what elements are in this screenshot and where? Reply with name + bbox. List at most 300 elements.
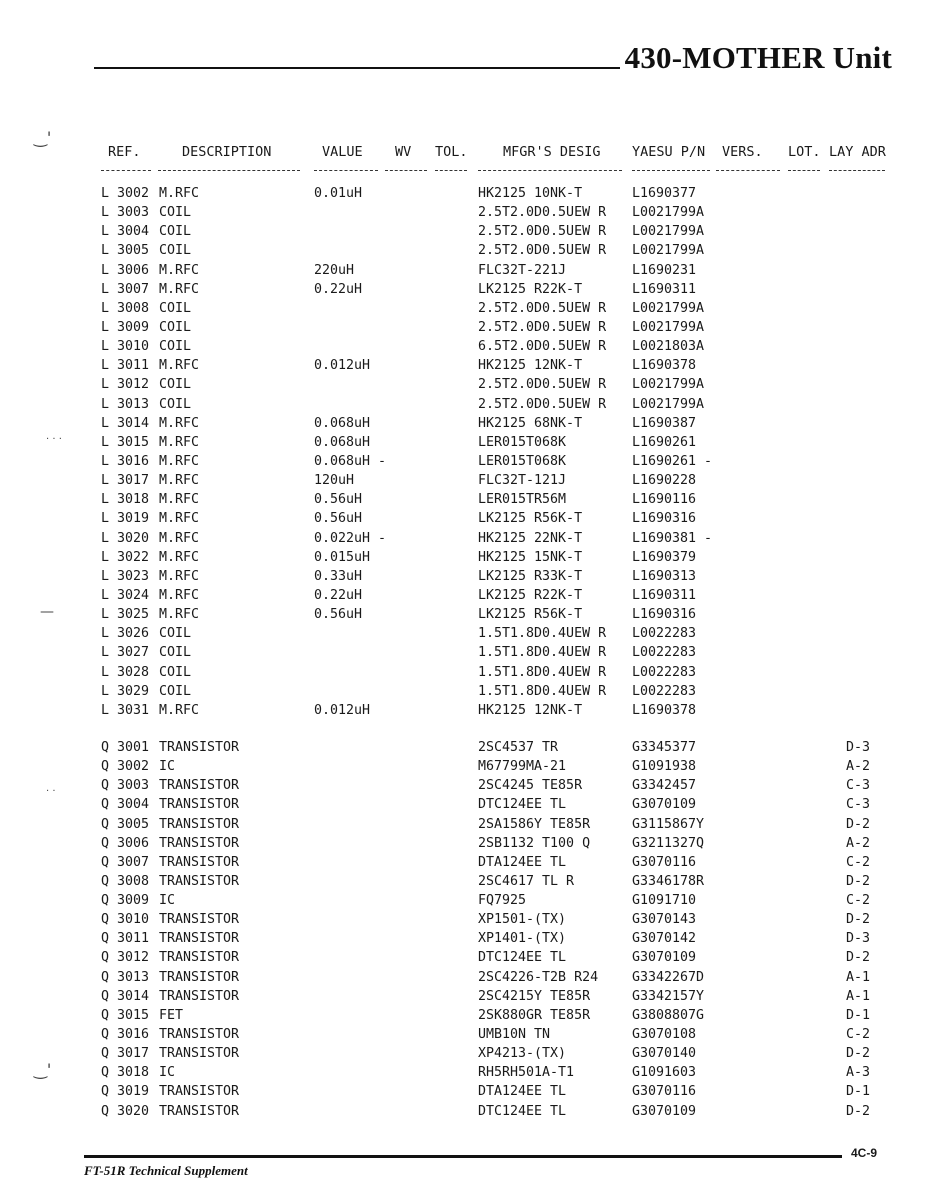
- cell-ref: L 3009: [101, 319, 150, 335]
- cell-ref: L 3026: [101, 626, 150, 642]
- cell-mfgr: 2SC4245 TE85R: [478, 778, 583, 794]
- cell-value: 0.56uH: [314, 607, 363, 623]
- cell-pn: G1091710: [632, 893, 697, 909]
- cell-ref: Q 3007: [101, 854, 150, 870]
- col-yaesu-pn: YAESU P/N: [632, 144, 706, 160]
- cell-lay: C-2: [846, 854, 871, 870]
- cell-desc: M.RFC: [159, 511, 200, 527]
- table-row: [0, 586, 926, 605]
- table-row: [0, 1063, 926, 1082]
- cell-lay: A-3: [846, 1065, 871, 1081]
- cell-ref: Q 3002: [101, 759, 150, 775]
- table-row: [0, 203, 926, 222]
- cell-mfgr: DTC124EE TL: [478, 950, 567, 966]
- cell-pn: L1690228: [632, 473, 697, 489]
- cell-mfgr: 2SC4537 TR: [478, 739, 559, 755]
- page-title: 430-MOTHER Unit: [624, 40, 892, 75]
- cell-desc: M.RFC: [159, 607, 200, 623]
- group-spacer: [0, 720, 926, 738]
- table-row: [0, 605, 926, 624]
- cell-pn: G3070109: [632, 950, 697, 966]
- cell-mfgr: HK2125 12NK-T: [478, 358, 583, 374]
- cell-value: 0.56uH: [314, 492, 363, 508]
- cell-value: 0.012uH: [314, 358, 371, 374]
- cell-ref: L 3019: [101, 511, 150, 527]
- table-row: [0, 776, 926, 795]
- cell-desc: TRANSISTOR: [159, 912, 240, 928]
- cell-pn: G3342267D: [632, 969, 705, 985]
- cell-desc: TRANSISTOR: [159, 873, 240, 889]
- cell-desc: COIL: [159, 645, 192, 661]
- binding-mark-top: ‿': [34, 128, 52, 147]
- table-row: [0, 490, 926, 509]
- cell-mfgr: LER015T068K: [478, 453, 567, 469]
- cell-value: 0.22uH: [314, 587, 363, 603]
- col-vers: VERS.: [722, 144, 763, 160]
- table-row: [0, 452, 926, 471]
- cell-desc: M.RFC: [159, 492, 200, 508]
- cell-desc: TRANSISTOR: [159, 988, 240, 1004]
- cell-desc: M.RFC: [159, 434, 200, 450]
- cell-desc: TRANSISTOR: [159, 778, 240, 794]
- cell-mfgr: 2.5T2.0D0.5UEW R: [478, 300, 607, 316]
- cell-mfgr: DTA124EE TL: [478, 1084, 567, 1100]
- cell-ref: Q 3019: [101, 1084, 150, 1100]
- cell-pn: L1690377: [632, 186, 697, 201]
- cell-desc: IC: [159, 1065, 176, 1081]
- cell-ref: Q 3016: [101, 1027, 150, 1043]
- cell-ref: Q 3004: [101, 797, 150, 813]
- cell-desc: TRANSISTOR: [159, 1084, 240, 1100]
- cell-mfgr: DTC124EE TL: [478, 797, 567, 813]
- cell-mfgr: 2SK880GR TE85R: [478, 1007, 591, 1023]
- col-wv: WV: [395, 144, 412, 160]
- cell-pn: G3342157Y: [632, 988, 705, 1004]
- col-tol: TOL.: [435, 144, 468, 160]
- cell-lay: D-1: [846, 1007, 871, 1023]
- table-row: [0, 375, 926, 394]
- cell-ref: L 3024: [101, 587, 150, 603]
- document-title: FT-51R Technical Supplement: [84, 1163, 248, 1178]
- cell-pn: G3115867Y: [632, 816, 705, 832]
- cell-lay: D-2: [846, 950, 871, 966]
- table-row: [0, 299, 926, 318]
- cell-ref: Q 3018: [101, 1065, 150, 1081]
- cell-pn: L1690316: [632, 511, 697, 527]
- cell-desc: TRANSISTOR: [159, 739, 240, 755]
- cell-pn: L0021803A: [632, 339, 705, 355]
- cell-desc: COIL: [159, 377, 192, 393]
- cell-lay: D-2: [846, 912, 871, 928]
- cell-desc: M.RFC: [159, 453, 200, 469]
- cell-desc: COIL: [159, 319, 192, 335]
- cell-pn: L1690311: [632, 587, 697, 603]
- table-row: [0, 395, 926, 414]
- cell-desc: M.RFC: [159, 568, 200, 584]
- cell-mfgr: 2SC4617 TL R: [478, 873, 575, 889]
- cell-ref: L 3015: [101, 434, 150, 450]
- cell-pn: G3342457: [632, 778, 697, 794]
- cell-pn: G3346178R: [632, 873, 705, 889]
- cell-pn: L1690316: [632, 607, 697, 623]
- cell-pn: L1690261: [632, 434, 697, 450]
- cell-mfgr: LK2125 R22K-T: [478, 281, 583, 297]
- cell-pn: G3070116: [632, 1084, 697, 1100]
- table-row: [0, 433, 926, 452]
- cell-desc: COIL: [159, 396, 192, 412]
- cell-pn: G3070108: [632, 1027, 697, 1043]
- cell-ref: Q 3013: [101, 969, 150, 985]
- table-row: [0, 834, 926, 853]
- cell-ref: L 3011: [101, 358, 150, 374]
- cell-pn: L0021799A: [632, 396, 705, 412]
- cell-desc: M.RFC: [159, 702, 200, 718]
- cell-desc: COIL: [159, 243, 192, 259]
- table-row: [0, 529, 926, 548]
- cell-mfgr: 2.5T2.0D0.5UEW R: [478, 396, 607, 412]
- cell-pn: L1690261 -: [632, 453, 713, 469]
- cell-pn: L1690313: [632, 568, 697, 584]
- cell-desc: TRANSISTOR: [159, 1046, 240, 1062]
- table-row: [0, 222, 926, 241]
- cell-ref: Q 3011: [101, 931, 150, 947]
- cell-mfgr: 6.5T2.0D0.5UEW R: [478, 339, 607, 355]
- cell-ref: Q 3017: [101, 1046, 150, 1062]
- cell-ref: L 3031: [101, 702, 150, 718]
- cell-pn: G1091938: [632, 759, 697, 775]
- cell-ref: L 3027: [101, 645, 150, 661]
- cell-pn: L1690381 -: [632, 530, 713, 546]
- cell-ref: Q 3005: [101, 816, 150, 832]
- cell-pn: L0021799A: [632, 205, 705, 221]
- col-ref: REF.: [108, 144, 141, 160]
- cell-ref: L 3012: [101, 377, 150, 393]
- cell-mfgr: 2SC4215Y TE85R: [478, 988, 591, 1004]
- cell-mfgr: 1.5T1.8D0.4UEW R: [478, 626, 607, 642]
- cell-mfgr: HK2125 10NK-T: [478, 186, 583, 201]
- cell-value: 0.068uH -: [314, 453, 387, 469]
- cell-mfgr: 1.5T1.8D0.4UEW R: [478, 645, 607, 661]
- cell-desc: M.RFC: [159, 587, 200, 603]
- cell-ref: L 3028: [101, 664, 150, 680]
- cell-ref: Q 3010: [101, 912, 150, 928]
- cell-mfgr: HK2125 15NK-T: [478, 549, 583, 565]
- cell-pn: G3070109: [632, 797, 697, 813]
- cell-mfgr: 2SC4226-T2B R24: [478, 969, 599, 985]
- cell-mfgr: 2SA1586Y TE85R: [478, 816, 591, 832]
- cell-desc: M.RFC: [159, 358, 200, 374]
- cell-desc: IC: [159, 759, 176, 775]
- cell-desc: TRANSISTOR: [159, 1103, 240, 1119]
- parts-table: [0, 184, 926, 1121]
- cell-pn: G1091603: [632, 1065, 697, 1081]
- cell-mfgr: M67799MA-21: [478, 759, 567, 775]
- col-mfgr: MFGR'S DESIG: [503, 144, 601, 160]
- cell-desc: M.RFC: [159, 186, 200, 201]
- cell-lay: D-3: [846, 739, 871, 755]
- table-row: [0, 643, 926, 662]
- cell-mfgr: RH5RH501A-T1: [478, 1065, 575, 1081]
- cell-pn: L0021799A: [632, 300, 705, 316]
- table-row: [0, 872, 926, 891]
- cell-ref: L 3023: [101, 568, 150, 584]
- cell-ref: L 3003: [101, 205, 150, 221]
- table-row: [0, 1082, 926, 1101]
- cell-mfgr: 1.5T1.8D0.4UEW R: [478, 683, 607, 699]
- cell-ref: Q 3001: [101, 739, 150, 755]
- table-row: [0, 663, 926, 682]
- table-row: [0, 891, 926, 910]
- cell-lay: D-3: [846, 931, 871, 947]
- cell-mfgr: 2.5T2.0D0.5UEW R: [478, 205, 607, 221]
- cell-pn: G3070142: [632, 931, 697, 947]
- cell-value: 120uH: [314, 473, 355, 489]
- cell-desc: TRANSISTOR: [159, 835, 240, 851]
- cell-lay: A-2: [846, 759, 871, 775]
- table-row: [0, 1006, 926, 1025]
- col-value: VALUE: [322, 144, 363, 160]
- cell-lay: A-1: [846, 988, 871, 1004]
- cell-mfgr: 1.5T1.8D0.4UEW R: [478, 664, 607, 680]
- cell-pn: G3070109: [632, 1103, 697, 1119]
- table-row: [0, 567, 926, 586]
- cell-pn: L1690311: [632, 281, 697, 297]
- cell-desc: COIL: [159, 300, 192, 316]
- cell-desc: M.RFC: [159, 549, 200, 565]
- cell-value: 0.022uH -: [314, 530, 387, 546]
- cell-ref: L 3010: [101, 339, 150, 355]
- cell-desc: COIL: [159, 339, 192, 355]
- cell-mfgr: 2.5T2.0D0.5UEW R: [478, 319, 607, 335]
- cell-mfgr: FLC32T-121J: [478, 473, 567, 489]
- cell-ref: L 3029: [101, 683, 150, 699]
- cell-mfgr: 2.5T2.0D0.5UEW R: [478, 224, 607, 240]
- binding-mark-bottom: ‿': [34, 1060, 52, 1079]
- table-row: [0, 624, 926, 643]
- cell-mfgr: LK2125 R22K-T: [478, 587, 583, 603]
- table-row: [0, 280, 926, 299]
- cell-value: 0.068uH: [314, 415, 371, 431]
- cell-ref: L 3005: [101, 243, 150, 259]
- cell-pn: L1690378: [632, 702, 697, 718]
- table-row: [0, 337, 926, 356]
- cell-value: 0.33uH: [314, 568, 363, 584]
- cell-lay: D-2: [846, 1103, 871, 1119]
- cell-ref: Q 3012: [101, 950, 150, 966]
- cell-ref: Q 3003: [101, 778, 150, 794]
- cell-desc: COIL: [159, 224, 192, 240]
- cell-mfgr: XP1501-(TX): [478, 912, 567, 928]
- cell-desc: FET: [159, 1007, 184, 1023]
- table-row: [0, 548, 926, 567]
- cell-ref: L 3008: [101, 300, 150, 316]
- cell-ref: L 3007: [101, 281, 150, 297]
- cell-pn: L1690231: [632, 262, 697, 278]
- cell-desc: M.RFC: [159, 262, 200, 278]
- table-row: [0, 241, 926, 260]
- cell-lay: A-2: [846, 835, 871, 851]
- table-row: [0, 968, 926, 987]
- table-row: [0, 261, 926, 280]
- cell-mfgr: UMB10N TN: [478, 1027, 551, 1043]
- cell-mfgr: LER015TR56M: [478, 492, 567, 508]
- header-rule: [94, 67, 620, 69]
- cell-ref: Q 3006: [101, 835, 150, 851]
- cell-lay: C-3: [846, 778, 871, 794]
- cell-desc: TRANSISTOR: [159, 931, 240, 947]
- cell-desc: COIL: [159, 664, 192, 680]
- cell-mfgr: LK2125 R56K-T: [478, 607, 583, 623]
- cell-mfgr: LK2125 R56K-T: [478, 511, 583, 527]
- cell-value: 0.068uH: [314, 434, 371, 450]
- cell-mfgr: 2.5T2.0D0.5UEW R: [478, 377, 607, 393]
- cell-desc: COIL: [159, 205, 192, 221]
- cell-pn: G3070116: [632, 854, 697, 870]
- cell-pn: L0021799A: [632, 243, 705, 259]
- cell-lay: D-2: [846, 816, 871, 832]
- table-row: [0, 1102, 926, 1121]
- binding-mark-dash: —: [40, 604, 54, 620]
- cell-ref: L 3017: [101, 473, 150, 489]
- cell-desc: M.RFC: [159, 415, 200, 431]
- cell-lay: D-1: [846, 1084, 871, 1100]
- cell-mfgr: HK2125 68NK-T: [478, 415, 583, 431]
- cell-value: 0.01uH: [314, 186, 363, 201]
- cell-lay: D-2: [846, 873, 871, 889]
- cell-ref: Q 3015: [101, 1007, 150, 1023]
- table-row: [0, 682, 926, 701]
- cell-pn: G3345377: [632, 739, 697, 755]
- table-row: [0, 356, 926, 375]
- cell-mfgr: XP1401-(TX): [478, 931, 567, 947]
- cell-desc: TRANSISTOR: [159, 854, 240, 870]
- cell-value: 0.012uH: [314, 702, 371, 718]
- table-row: [0, 948, 926, 967]
- cell-value: 0.22uH: [314, 281, 363, 297]
- cell-ref: Q 3020: [101, 1103, 150, 1119]
- cell-ref: L 3016: [101, 453, 150, 469]
- table-row: [0, 471, 926, 490]
- cell-lay: C-3: [846, 797, 871, 813]
- cell-pn: L1690379: [632, 549, 697, 565]
- cell-ref: Q 3014: [101, 988, 150, 1004]
- cell-ref: L 3022: [101, 549, 150, 565]
- cell-mfgr: DTA124EE TL: [478, 854, 567, 870]
- cell-pn: L0022283: [632, 645, 697, 661]
- col-description: DESCRIPTION: [182, 144, 272, 160]
- binding-mark-dots: · · ·: [46, 434, 62, 445]
- page-number: 4C-9: [851, 1146, 878, 1160]
- cell-desc: TRANSISTOR: [159, 816, 240, 832]
- cell-mfgr: FLC32T-221J: [478, 262, 567, 278]
- table-row: [0, 509, 926, 528]
- cell-ref: L 3002: [101, 186, 150, 201]
- cell-pn: L0022283: [632, 626, 697, 642]
- cell-ref: L 3013: [101, 396, 150, 412]
- cell-mfgr: LER015T068K: [478, 434, 567, 450]
- table-row: [0, 853, 926, 872]
- cell-pn: L1690378: [632, 358, 697, 374]
- cell-desc: COIL: [159, 626, 192, 642]
- cell-ref: L 3020: [101, 530, 150, 546]
- cell-lay: C-2: [846, 893, 871, 909]
- table-row: [0, 184, 926, 203]
- cell-pn: L0021799A: [632, 224, 705, 240]
- cell-pn: G3070143: [632, 912, 697, 928]
- table-row: [0, 929, 926, 948]
- cell-value: 0.56uH: [314, 511, 363, 527]
- cell-desc: M.RFC: [159, 530, 200, 546]
- cell-mfgr: HK2125 12NK-T: [478, 702, 583, 718]
- table-row: [0, 1025, 926, 1044]
- cell-mfgr: FQ7925: [478, 893, 527, 909]
- cell-desc: TRANSISTOR: [159, 950, 240, 966]
- cell-pn: G3808807G: [632, 1007, 705, 1023]
- cell-mfgr: 2SB1132 T100 Q: [478, 835, 591, 851]
- table-row: [0, 701, 926, 720]
- cell-pn: G3070140: [632, 1046, 697, 1062]
- table-row: [0, 757, 926, 776]
- cell-desc: M.RFC: [159, 473, 200, 489]
- cell-lay: A-1: [846, 969, 871, 985]
- cell-value: 0.015uH: [314, 549, 371, 565]
- cell-desc: TRANSISTOR: [159, 797, 240, 813]
- table-row: [0, 987, 926, 1006]
- table-row: [0, 815, 926, 834]
- cell-lay: C-2: [846, 1027, 871, 1043]
- cell-pn: L1690116: [632, 492, 697, 508]
- cell-ref: Q 3009: [101, 893, 150, 909]
- table-row: [0, 910, 926, 929]
- cell-pn: L0022283: [632, 664, 697, 680]
- cell-ref: L 3006: [101, 262, 150, 278]
- cell-pn: L0021799A: [632, 319, 705, 335]
- table-row: [0, 318, 926, 337]
- col-lay-adr: LAY ADR: [829, 144, 886, 160]
- cell-mfgr: DTC124EE TL: [478, 1103, 567, 1119]
- cell-mfgr: 2.5T2.0D0.5UEW R: [478, 243, 607, 259]
- cell-mfgr: LK2125 R33K-T: [478, 568, 583, 584]
- cell-mfgr: XP4213-(TX): [478, 1046, 567, 1062]
- binding-mark-dots: · ·: [46, 786, 56, 797]
- cell-pn: G3211327Q: [632, 835, 705, 851]
- table-row: [0, 414, 926, 433]
- cell-ref: L 3014: [101, 415, 150, 431]
- table-row: [0, 795, 926, 814]
- cell-desc: TRANSISTOR: [159, 969, 240, 985]
- cell-lay: D-2: [846, 1046, 871, 1062]
- cell-value: 220uH: [314, 262, 355, 278]
- cell-desc: TRANSISTOR: [159, 1027, 240, 1043]
- cell-pn: L0022283: [632, 683, 697, 699]
- column-header-row: [0, 144, 926, 164]
- cell-desc: COIL: [159, 683, 192, 699]
- cell-desc: IC: [159, 893, 176, 909]
- cell-ref: Q 3008: [101, 873, 150, 889]
- table-row: [0, 1044, 926, 1063]
- table-row: [0, 738, 926, 757]
- cell-desc: M.RFC: [159, 281, 200, 297]
- cell-ref: L 3004: [101, 224, 150, 240]
- cell-pn: L1690387: [632, 415, 697, 431]
- header-separator: [0, 166, 926, 176]
- cell-mfgr: HK2125 22NK-T: [478, 530, 583, 546]
- footer-rule: [84, 1155, 842, 1158]
- cell-pn: L0021799A: [632, 377, 705, 393]
- cell-ref: L 3025: [101, 607, 150, 623]
- col-lot: LOT.: [788, 144, 821, 160]
- cell-ref: L 3018: [101, 492, 150, 508]
